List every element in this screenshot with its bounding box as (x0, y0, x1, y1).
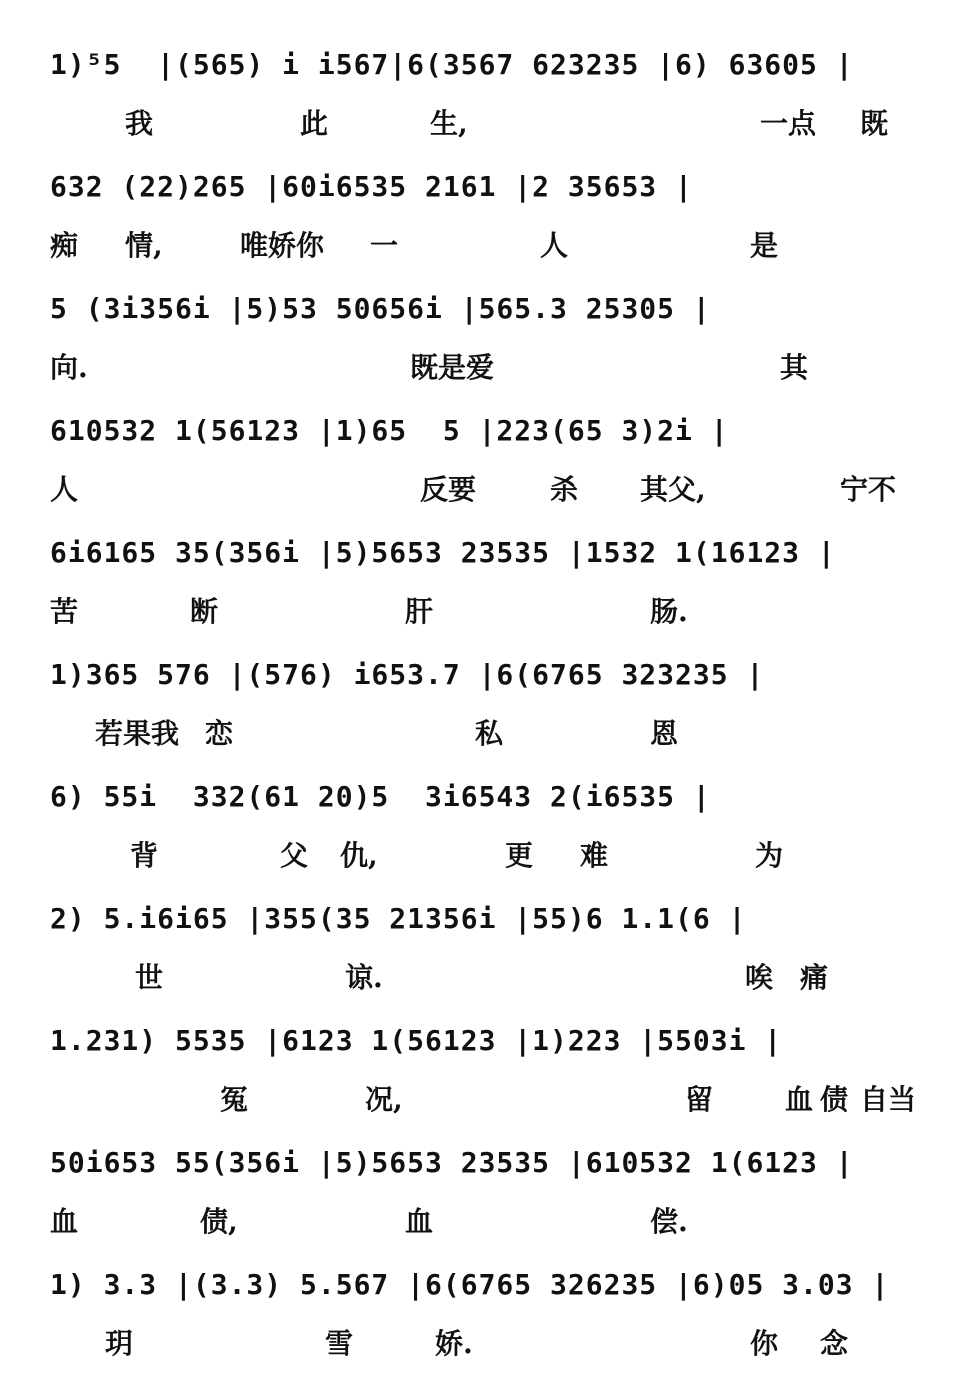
lyric-text: 其 (780, 351, 809, 384)
lyric-text: 断 (190, 595, 219, 628)
lyric-text: 既是爱 (410, 351, 495, 384)
lyric-text: 人 (540, 229, 569, 262)
lyric-text: 你 (750, 1327, 779, 1360)
lyric-text: 玥 (105, 1327, 134, 1360)
lyric-text: 血 (785, 1083, 814, 1116)
lyric-text: 肝 (405, 595, 434, 628)
lyric-text: 血 (50, 1205, 79, 1238)
lyric-text: 况, (365, 1083, 403, 1116)
lyric-text: 父 (280, 839, 309, 872)
lyric-text: 自当 (860, 1083, 917, 1116)
lyric-text: 若果我 (95, 717, 180, 750)
lyric-text: 唯娇你 (240, 229, 325, 262)
lyric-text: 为 (755, 839, 784, 872)
lyric-text: 血 (405, 1205, 434, 1238)
score-line (40, 650, 930, 772)
lyric-text: 痴 (50, 229, 79, 262)
lyric-text: 宁不 (840, 473, 897, 506)
lyric-text: 是 (750, 229, 779, 262)
lyric-text: 念 (820, 1327, 849, 1360)
lyric-text: 谅. (345, 961, 383, 994)
lyric-text: 偿. (650, 1205, 688, 1238)
lyric-text: 痛 (800, 961, 829, 994)
score-line (40, 1138, 930, 1260)
score-line (40, 284, 930, 406)
lyric-text: 恩 (650, 717, 679, 750)
lyric-text: 一点 (760, 107, 817, 140)
lyric-text: 肠. (650, 595, 688, 628)
lyric-text: 冤 (220, 1083, 249, 1116)
lyric-text: 仇, (340, 839, 378, 872)
lyric-text: 杀 (550, 473, 579, 506)
lyric-text: 苦 (50, 595, 79, 628)
lyric-text: 留 (685, 1083, 714, 1116)
lyric-text: 人 (50, 473, 79, 506)
score-line (40, 528, 930, 650)
lyric-text: 既 (860, 107, 889, 140)
lyric-text: 债 (820, 1083, 849, 1116)
score-line (40, 1016, 930, 1138)
score-line (40, 40, 930, 162)
notation-text: 1.231) 5535 |6123 1(56123 |1)223 |5503i | (50, 1024, 783, 1057)
score-line (40, 894, 930, 1016)
notation-text: 6i6165 35(356i |5)5653 23535 |1532 1(16123 | (50, 536, 836, 569)
lyric-text: 唉 (745, 961, 774, 994)
lyric-text: 情, (125, 229, 163, 262)
notation-text: 5 (3i356i |5)53 50656i |565.3 25305 | (50, 292, 711, 325)
lyric-text: 其父, (640, 473, 706, 506)
lyric-text: 一 (370, 229, 399, 262)
lyric-text: 雪 (325, 1327, 354, 1360)
notation-text: 1)⁵5 |(565) i i567|6(3567 623235 |6) 63605 | (50, 48, 854, 81)
lyric-text: 更 (505, 839, 534, 872)
lyric-text: 向. (50, 351, 88, 384)
lyric-text: 背 (130, 839, 159, 872)
lyric-text: 恋 (205, 717, 234, 750)
notation-text: 1) 3.3 |(3.3) 5.567 |6(6765 326235 |6)05 3.03 | (50, 1268, 890, 1301)
notation-text: 1)365 576 |(576) i653.7 |6(6765 323235 | (50, 658, 765, 691)
lyric-text: 反要 (420, 473, 477, 506)
lyric-text: 此 (300, 107, 329, 140)
score-line (40, 772, 930, 894)
lyric-text: 生, (430, 107, 468, 140)
score-line (40, 162, 930, 284)
notation-text: 6) 55i 332(61 20)5 3i6543 2(i6535 | (50, 780, 711, 813)
notation-text: 610532 1(56123 |1)65 5 |223(65 3)2i | (50, 414, 729, 447)
lyric-text: 债, (200, 1205, 238, 1238)
lyric-text: 我 (125, 107, 154, 140)
notation-text: 632 (22)265 |60i6535 2161 |2 35653 | (50, 170, 693, 203)
lyric-text: 难 (580, 839, 609, 872)
score-line (40, 1260, 930, 1382)
lyric-text: 私 (475, 717, 504, 750)
score-line (40, 406, 930, 528)
notation-text: 2) 5.i6i65 |355(35 21356i |55)6 1.1(6 | (50, 902, 747, 935)
notation-text: 50i653 55(356i |5)5653 23535 |610532 1(6123 | (50, 1146, 854, 1179)
lyric-text: 娇. (435, 1327, 473, 1360)
lyric-text: 世 (135, 961, 164, 994)
